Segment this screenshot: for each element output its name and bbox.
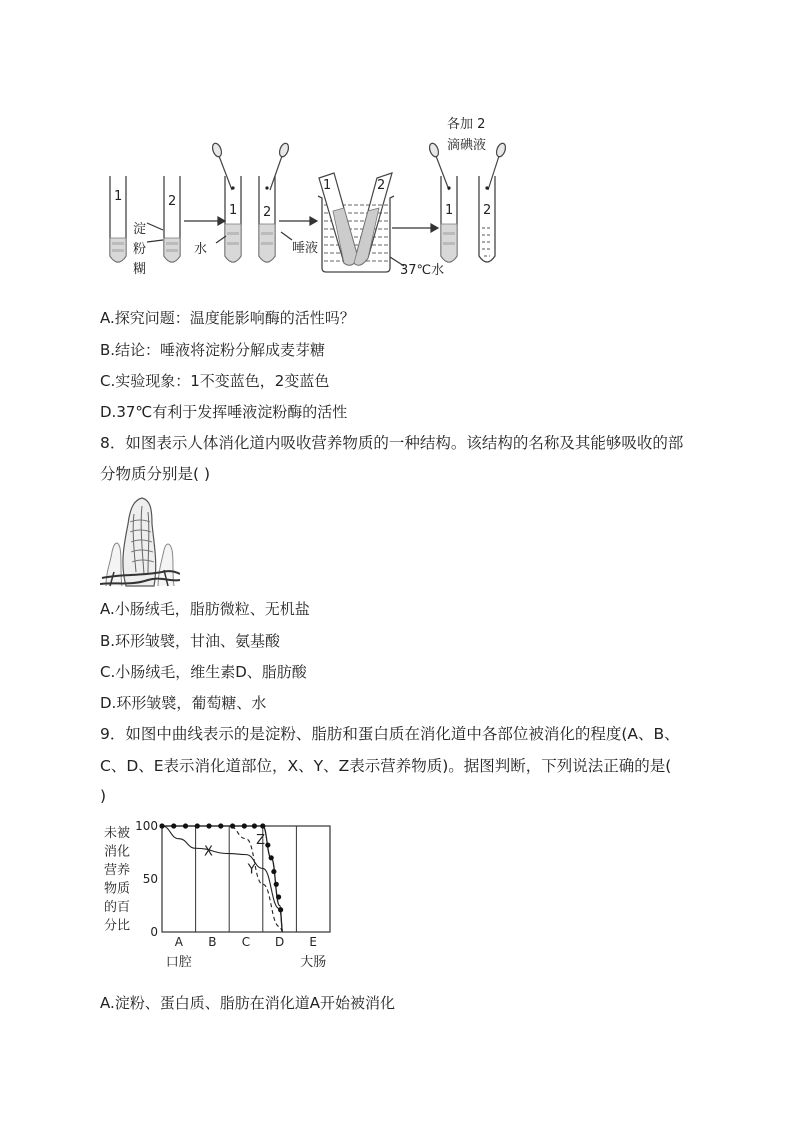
q8-stem-line1: 8．如图表示人体消化道内吸收营养物质的一种结构。该结构的名称及其能够吸收的部 [100, 434, 684, 452]
chart-point-Z [274, 882, 279, 887]
chart-xtick-note: 口腔 [165, 955, 192, 970]
q8-option-c: C.小肠绒毛，维生素D、脂肪酸 [100, 663, 307, 681]
chart-point-Z [242, 823, 247, 828]
chart-series-label: Z [256, 833, 265, 849]
q7-option-d: D.37℃有利于发挥唾液淀粉酶的活性 [100, 403, 348, 421]
chart-point-Z [159, 823, 164, 828]
water-bath-label: 37℃水 [400, 263, 445, 278]
chart-xtick-label: A [174, 935, 183, 949]
starch-label: 淀 [133, 222, 147, 237]
saliva-label: 唾液 [292, 241, 319, 256]
chart-ytick-label: 50 [142, 872, 158, 886]
digestion-chart [100, 818, 340, 978]
water-label: 水 [194, 242, 208, 257]
chart-series-label: Y [247, 862, 256, 878]
chart-xtick-note: 大肠 [300, 955, 327, 970]
chart-xtick-label: E [309, 935, 317, 949]
tube-label: 2 [168, 194, 177, 209]
chart-point-Z [183, 823, 188, 828]
q8-option-b: B.环形皱襞，甘油、氨基酸 [100, 632, 281, 650]
q9-option-a: A.淀粉、蛋白质、脂肪在消化道A开始被消化 [100, 994, 396, 1012]
starch-label: 糊 [133, 262, 147, 277]
iodine-label: 各加 2 [447, 117, 486, 132]
chart-series-label: X [204, 844, 213, 860]
q9-stem-line3: ) [100, 787, 107, 805]
chart-ylabel-line: 分比 [104, 918, 131, 934]
tube-label: 1 [229, 203, 238, 218]
starch-label: 粉 [133, 242, 147, 257]
q9-stem-line1: 9．如图中曲线表示的是淀粉、脂肪和蛋白质在消化道中各部位被消化的程度(A、B、 [100, 725, 680, 743]
iodine-label: 滴碘液 [447, 138, 487, 153]
enzyme-experiment-figure [100, 110, 520, 285]
q8-option-a: A.小肠绒毛，脂肪微粒、无机盐 [100, 600, 310, 618]
chart-ylabel-line: 营养 [104, 863, 131, 878]
chart-xtick-label: D [274, 935, 285, 949]
chart-ylabel-line: 物质 [104, 881, 131, 897]
chart-point-Z [171, 823, 176, 828]
chart-point-Z [195, 823, 200, 828]
tube-label: 1 [445, 203, 454, 218]
chart-ytick-label: 100 [135, 819, 158, 833]
chart-point-Z [278, 907, 283, 912]
q7-option-a: A.探究问题：温度能影响酶的活性吗？ [100, 309, 355, 327]
chart-point-Z [265, 842, 270, 847]
chart-point-Z [271, 869, 276, 874]
chart-ylabel-line: 消化 [104, 844, 131, 860]
chart-plot-area [162, 826, 330, 932]
tube-label: 1 [114, 189, 123, 204]
tube-label: 2 [377, 178, 386, 193]
chart-xtick-label: B [208, 935, 217, 949]
chart-point-Z [260, 823, 265, 828]
chart-point-Z [218, 823, 223, 828]
q8-stem-line2: 分物质分别是( ) [100, 465, 211, 483]
chart-ylabel-line: 未被 [104, 826, 131, 841]
chart-point-Z [276, 894, 281, 899]
tube-label: 2 [263, 205, 272, 220]
chart-ylabel-line: 的百 [104, 900, 131, 915]
q7-option-c: C.实验现象：1不变蓝色，2变蓝色 [100, 372, 330, 390]
q7-option-b: B.结论：唾液将淀粉分解成麦芽糖 [100, 341, 326, 359]
chart-xtick-label: C [241, 935, 251, 949]
q9-stem-line2: C、D、E表示消化道部位，X、Y、Z表示营养物质)。据图判断，下列说法正确的是( [100, 757, 672, 775]
chart-point-Z [269, 855, 274, 860]
tube-label: 1 [323, 178, 332, 193]
chart-point-Z [252, 823, 257, 828]
chart-point-Z [230, 823, 235, 828]
chart-point-Z [206, 823, 211, 828]
chart-ytick-label: 0 [150, 925, 158, 939]
tube-label: 2 [483, 203, 492, 218]
q8-option-d: D.环形皱襞，葡萄糖、水 [100, 694, 267, 712]
intestinal-villus-illustration [100, 494, 180, 590]
